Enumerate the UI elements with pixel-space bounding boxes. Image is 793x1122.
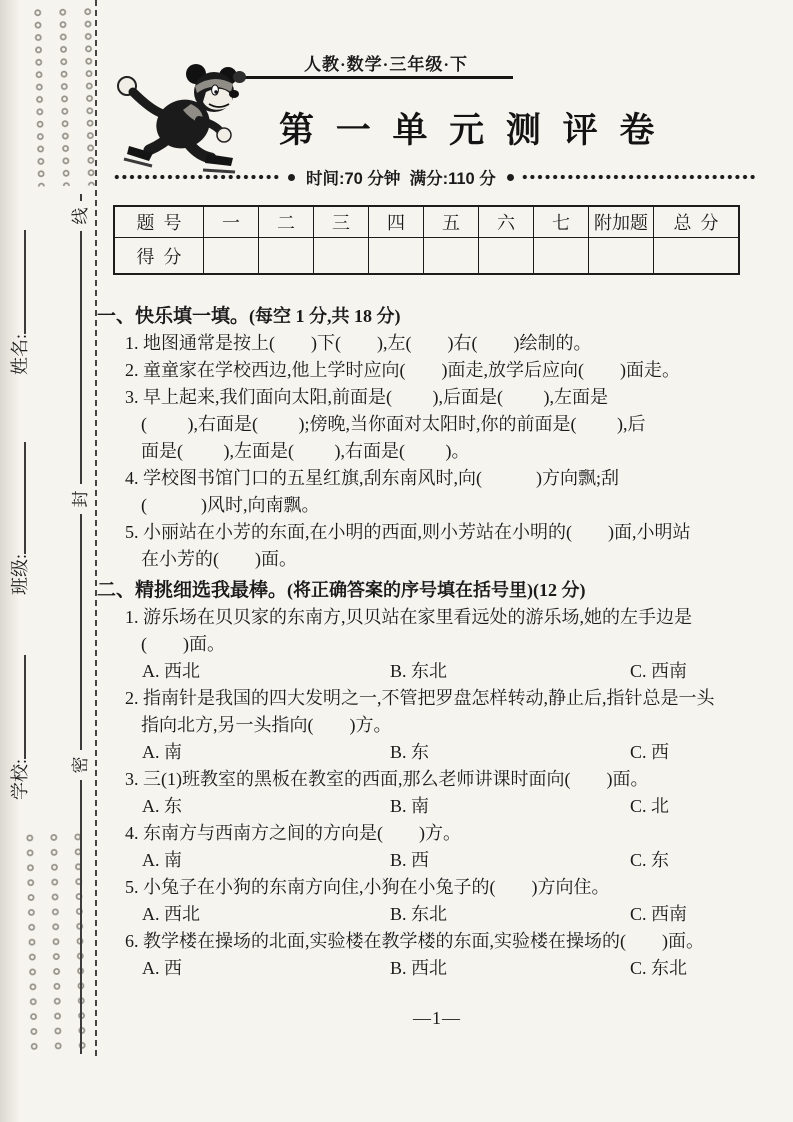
option-c: C. 东北: [630, 958, 688, 978]
col-q1: 一: [204, 206, 259, 238]
binding-dots-bottom: [18, 829, 95, 1054]
school-field-label: [8, 655, 32, 800]
score-table-score-row: [114, 238, 739, 275]
exam-meta-row: [113, 167, 757, 187]
col-bonus: 附加题: [589, 206, 654, 238]
option-b: B. 西: [390, 850, 430, 870]
score-cell-empty: [479, 238, 534, 275]
s1-q3-line: ( ),右面是( );傍晚,当你面对太阳时,你的前面是( ),后: [141, 414, 646, 434]
score-table-header-row: [114, 206, 739, 238]
score-cell-empty: [314, 238, 369, 275]
col-q2: 二: [259, 206, 314, 238]
score-cell-empty: [589, 238, 654, 275]
s1-q5-line: 在小芳的( )面。: [141, 549, 297, 569]
option-c: C. 东: [630, 850, 670, 870]
option-b: B. 东北: [390, 661, 448, 681]
class-label-text: 班级:: [10, 553, 30, 595]
page-number: —1—: [413, 1008, 461, 1028]
edition-title: 人教·数学·三年级·下: [303, 55, 468, 74]
s2-q1-options: [142, 658, 777, 685]
seal-margin: [0, 0, 100, 1122]
section-2-title: 二、精挑细选我最棒。: [97, 580, 288, 601]
s2-q6-line: 6. 教学楼在操场的北面,实验楼在教学楼的东面,实验楼在操场的( )面。: [125, 931, 704, 951]
option-a: A. 南: [142, 850, 182, 870]
option-a: A. 西北: [142, 661, 200, 681]
score-cell-empty: [534, 238, 589, 275]
class-field-label: [8, 442, 32, 595]
s1-q1-line: 1. 地图通常是按上( )下( ),左( )右( )绘制的。: [125, 333, 592, 353]
s2-q2-options: [142, 739, 777, 766]
section-1-note: (每空 1 分,共 18 分): [249, 306, 401, 326]
col-q7: 七: [534, 206, 589, 238]
option-a: A. 西北: [142, 904, 200, 924]
s2-q4-line: 4. 东南方与西南方之间的方向是( )方。: [125, 823, 461, 843]
section-2-note: (将正确答案的序号填在括号里)(12 分): [287, 580, 586, 600]
section-2-heading: [97, 577, 777, 604]
binding-dots-top: [25, 5, 104, 187]
option-a: A. 西: [142, 958, 182, 978]
section-1-title: 一、快乐填一填。: [97, 306, 250, 327]
meta-dot-right: [507, 174, 514, 181]
bullet-dot: [233, 71, 246, 83]
s2-q3-line: 3. 三(1)班教室的黑板在教室的西面,那么老师讲课时面向( )面。: [125, 769, 649, 789]
col-question-number: 题 号: [114, 206, 204, 238]
s2-q3-options: [142, 793, 777, 820]
edition-header: [235, 50, 513, 79]
score-cell-empty: [369, 238, 424, 275]
s1-q3-line: 面是( ),左面是( ),右面是( )。: [141, 441, 470, 461]
col-q5: 五: [424, 206, 479, 238]
option-c: C. 西: [630, 742, 670, 762]
meta-dot-left: [288, 174, 295, 181]
section-1-heading: [97, 303, 777, 330]
col-q4: 四: [369, 206, 424, 238]
col-q3: 三: [314, 206, 369, 238]
school-label-text: 学校:: [10, 758, 30, 800]
s2-q2-line: 指向北方,另一头指向( )方。: [141, 715, 392, 735]
s1-q5-line: 5. 小丽站在小芳的东面,在小明的西面,则小芳站在小明的( )面,小明站: [125, 522, 691, 542]
s2-q1-line: 1. 游乐场在贝贝家的东南方,贝贝站在家里看远处的游乐场,她的左手边是: [125, 607, 692, 627]
dotted-rule-left: [113, 174, 281, 180]
option-c: C. 西南: [630, 661, 688, 681]
paper-content: [97, 0, 777, 1029]
section-fill-in-blanks: [97, 303, 777, 573]
col-total: 总 分: [654, 206, 740, 238]
s1-q2-line: 2. 童童家在学校西边,他上学时应向( )面走,放学后应向( )面走。: [125, 360, 680, 380]
name-field-label: [8, 230, 32, 375]
s1-q3-line: 3. 早上起来,我们面向太阳,前面是( ),后面是( ),左面是: [125, 387, 608, 407]
option-b: B. 西北: [390, 958, 448, 978]
s2-q4-options: [142, 847, 777, 874]
score-cell-empty: [204, 238, 259, 275]
score-cell-empty: [424, 238, 479, 275]
option-a: A. 南: [142, 742, 182, 762]
seal-char-seal: 封: [68, 484, 94, 514]
option-c: C. 北: [630, 796, 670, 816]
option-c: C. 西南: [630, 904, 688, 924]
seal-char-secret: 密: [68, 750, 94, 780]
score-cell-empty: [654, 238, 740, 275]
option-a: A. 东: [142, 796, 182, 816]
name-blank-line: [9, 230, 26, 334]
s1-q4-line: ( )风时,向南飘。: [141, 495, 320, 515]
section-multiple-choice: [97, 577, 777, 982]
s1-q4-line: 4. 学校图书馆门口的五星红旗,刮东南风时,向( )方向飘;刮: [125, 468, 619, 488]
score-cell-empty: [259, 238, 314, 275]
s2-q5-line: 5. 小兔子在小狗的东南方向住,小狗在小兔子的( )方向住。: [125, 877, 610, 897]
seal-solid-line: [80, 194, 82, 1054]
name-label-text: 姓名:: [10, 333, 30, 375]
s2-q2-line: 2. 指南针是我国的四大发明之一,不管把罗盘怎样转动,静止后,指针总是一头: [125, 688, 715, 708]
option-b: B. 东北: [390, 904, 448, 924]
paper-header: [97, 0, 777, 205]
score-table: [113, 205, 740, 275]
option-b: B. 南: [390, 796, 430, 816]
score-row-label: 得 分: [114, 238, 204, 275]
option-b: B. 东: [390, 742, 430, 762]
seal-char-line: 线: [68, 201, 94, 231]
col-q6: 六: [479, 206, 534, 238]
class-blank-line: [9, 442, 26, 554]
s2-q6-options: [142, 955, 777, 982]
page-title: 第 一 单 元 测 评 卷: [279, 111, 661, 150]
s2-q1-line: ( )面。: [141, 634, 225, 654]
exam-time-score: 时间:70 分钟 满分:110 分: [306, 170, 496, 188]
s2-q5-options: [142, 901, 777, 928]
school-blank-line: [9, 655, 26, 759]
dotted-rule-right: [521, 174, 757, 180]
